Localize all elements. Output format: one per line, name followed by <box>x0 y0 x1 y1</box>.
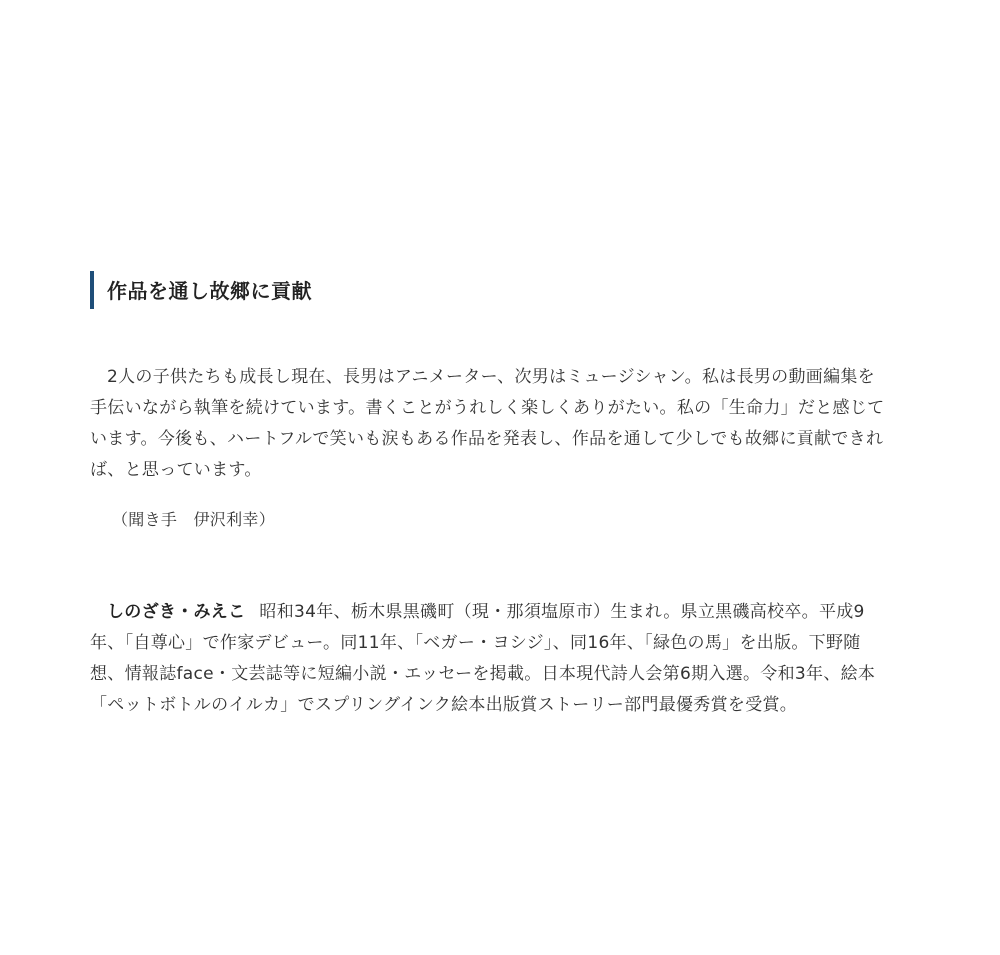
author-profile <box>90 597 890 721</box>
author-profile-text: 昭和34年、栃木県黒磯町（現・那須塩原市）生まれ。県立黒磯高校卒。平成9年、「自尊心」で作家デビュー。同11年、「ベガー・ヨシジ」、同16年、「緑色の馬」を出版。下野随想、情報誌face・文芸誌等に短編小説・エッセーを掲載。日本現代詩人会第6期入選。令和3年、絵本「ペットボトルのイルカ」でスプリングインク絵本出版賞ストーリー部門最優秀賞を受賞。 <box>90 602 876 715</box>
author-name: しのざき・みえこ <box>107 602 246 622</box>
body-paragraph: 2人の子供たちも成長し現在、長男はアニメーター、次男はミュージシャン。私は長男の動画編集を手伝いながら執筆を続けています。書くことがうれしく楽しくありがたい。私の「生命力」だと感じています。今後も、ハートフルで笑いも涙もある作品を発表し、作品を通して少しでも故郷に貢献できれば、と思っています。 <box>90 367 885 480</box>
interviewer-credit: （聞き手 伊沢利幸） <box>112 510 276 529</box>
section-heading <box>90 271 890 309</box>
section-heading-text: 作品を通し故郷に貢献 <box>107 279 312 304</box>
